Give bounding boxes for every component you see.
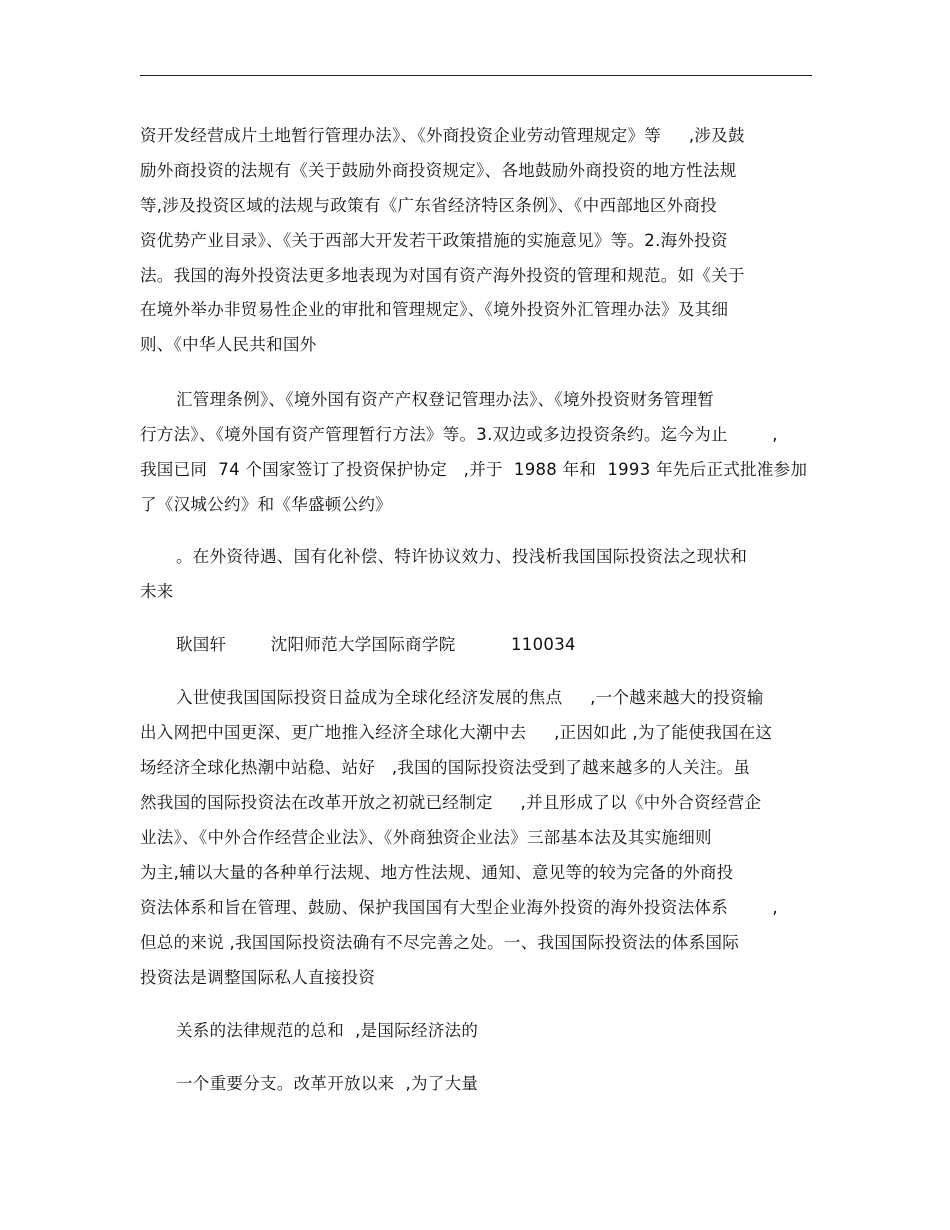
text-line: 出入网把中国更深、更广地推入经济全球化大潮中去 ,正因如此 ,为了能使我国在这 — [140, 723, 773, 742]
text-line: 行方法》、《境外国有资产管理暂行方法》等。3.双边或多边投资条约。迄今为止 , — [140, 425, 778, 444]
text-line: 了《汉城公约》和《华盛顿公约》 — [140, 495, 392, 514]
header-rule — [140, 75, 812, 76]
text-line: 。在外资待遇、国有化补偿、特许协议效力、投浅析我国国际投资法之现状和 — [176, 547, 748, 566]
text-line: 资开发经营成片土地暂行管理办法》、《外商投资企业劳动管理规定》等 ,涉及鼓 — [140, 126, 745, 145]
text-line: 资优势产业目录》、《关于西部大开发若干政策措施的实施意见》等。2.海外投资 — [140, 231, 728, 250]
text-line: 我国已同 74 个国家签订了投资保护协定 ,并于 1988 年和 1993 年先后正式批准参加 — [140, 460, 808, 479]
text-line: 一个重要分支。改革开放以来 ,为了大量 — [176, 1074, 479, 1093]
text-line: 然我国的国际投资法在改革开放之初就已经制定 ,并且形成了以《中外合资经营企 — [140, 793, 762, 812]
text-line: 资法体系和旨在管理、鼓励、保护我国国有大型企业海外投资的海外投资法体系 , — [140, 898, 778, 917]
text-line: 场经济全球化热潮中站稳、站好 ,我国的国际投资法受到了越来越多的人关注。虽 — [140, 758, 751, 777]
text-line: 则、《中华人民共和国外 — [140, 335, 317, 354]
text-line: 投资法是调整国际私人直接投资 — [140, 968, 376, 987]
text-line: 等,涉及投资区域的法规与政策有《广东省经济特区条例》、《中西部地区外商投 — [140, 196, 718, 215]
text-line: 汇管理条例》、《境外国有资产产权登记管理办法》、《境外投资财务管理暂 — [176, 390, 715, 409]
text-line: 业法》、《中外合作经营企业法》、《外商独资企业法》三部基本法及其实施细则 — [140, 828, 712, 847]
text-line: 在境外举办非贸易性企业的审批和管理规定》、《境外投资外汇管理办法》及其细 — [140, 300, 729, 319]
text-line: 法。我国的海外投资法更多地表现为对国有资产海外投资的管理和规范。如《关于 — [140, 266, 745, 285]
text-line: 为主,辅以大量的各种单行法规、地方性法规、通知、意见等的较为完备的外商投 — [140, 863, 734, 882]
text-line: 入世使我国国际投资日益成为全球化经济发展的焦点 ,一个越来越大的投资输 — [176, 688, 764, 707]
text-line: 但总的来说 ,我国国际投资法确有不尽完善之处。一、我国国际投资法的体系国际 — [140, 933, 740, 952]
text-line: 关系的法律规范的总和 ,是国际经济法的 — [176, 1021, 479, 1040]
text-line: 未来 — [140, 582, 174, 601]
text-line: 励外商投资的法规有《关于鼓励外商投资规定》、各地鼓励外商投资的地方性法规 — [140, 161, 737, 180]
author-line: 耿国轩 沈阳师范大学国际商学院 110034 — [176, 635, 576, 654]
